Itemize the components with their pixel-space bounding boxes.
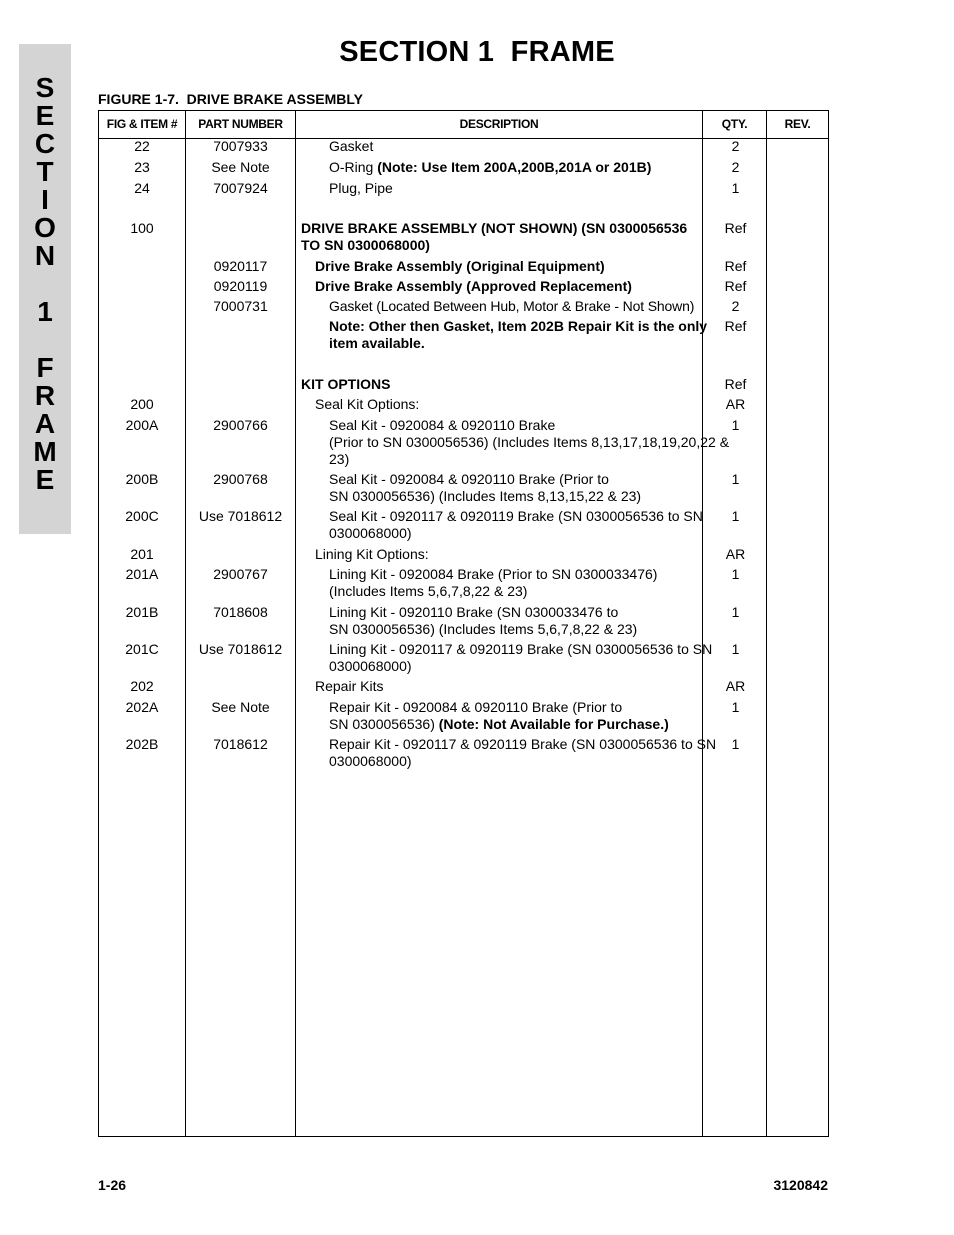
description xyxy=(301,298,731,315)
item-number: 202 xyxy=(130,678,154,694)
description xyxy=(301,278,717,295)
description-text: Drive Brake Assembly (Original Equipment) xyxy=(315,258,605,274)
quantity: 1 xyxy=(731,566,740,582)
description-text: Gasket xyxy=(329,138,374,154)
part-number: 7018608 xyxy=(213,604,268,620)
description xyxy=(301,508,731,542)
item-number: 201C xyxy=(125,641,159,657)
item-number: 200A xyxy=(125,417,159,433)
description xyxy=(301,566,731,600)
side-tab-letter: S xyxy=(35,72,55,103)
item-number: 201 xyxy=(130,546,154,562)
side-tab-letter: A xyxy=(34,408,56,439)
description-text: Repair Kit - 0920117 & 0920119 Brake (SN 0300056536 to SN 0300068000) xyxy=(329,736,717,769)
description xyxy=(301,220,703,254)
side-tab-letter: N xyxy=(34,240,56,271)
column-divider xyxy=(295,111,296,1136)
item-number: 201A xyxy=(125,566,159,582)
item-number: 201B xyxy=(125,604,159,620)
description xyxy=(301,604,731,638)
description xyxy=(301,376,703,393)
quantity: 2 xyxy=(731,298,740,314)
description-text: Lining Kit - 0920117 & 0920119 Brake (SN 0300056536 to SN 0300068000) xyxy=(329,641,713,674)
page-number: 1-26 xyxy=(98,1177,127,1193)
description-text: Gasket (Located Between Hub, Motor & Brake - Not Shown) xyxy=(329,298,695,314)
side-tab-letter: M xyxy=(33,436,57,467)
quantity: 1 xyxy=(731,604,740,620)
description-text: KIT OPTIONS xyxy=(301,376,391,392)
description xyxy=(301,318,731,352)
part-number: Use 7018612 xyxy=(198,641,283,657)
description xyxy=(301,641,731,675)
quantity: AR xyxy=(725,396,746,412)
quantity: Ref xyxy=(724,318,747,334)
description-text: Lining Kit - 0920110 Brake (SN 0300033476 to SN 0300056536) (Includes Items 5,6,7,8,22 & 23) xyxy=(329,604,638,637)
quantity: 1 xyxy=(731,180,740,196)
side-tab-letters xyxy=(19,74,71,494)
document-number: 3120842 xyxy=(773,1177,828,1193)
part-number: 0920117 xyxy=(213,258,268,274)
part-number: 2900767 xyxy=(213,566,268,582)
item-number: 200B xyxy=(125,471,159,487)
description-text: Lining Kit - 0920084 Brake (Prior to SN 0300033476) (Includes Items 5,6,7,8,22 & 23) xyxy=(329,566,658,599)
item-number: 100 xyxy=(130,220,154,236)
side-tab-letter xyxy=(19,326,71,354)
quantity: 2 xyxy=(731,159,740,175)
item-number: 23 xyxy=(134,159,150,175)
description xyxy=(301,396,717,413)
part-number: See Note xyxy=(211,159,270,175)
description-text: Lining Kit Options: xyxy=(315,546,429,562)
item-number: 200 xyxy=(130,396,154,412)
description xyxy=(301,678,717,695)
quantity: Ref xyxy=(724,220,747,236)
description-text: Seal Kit Options: xyxy=(315,396,420,412)
part-number: 7007924 xyxy=(213,180,268,196)
part-number: 7000731 xyxy=(213,298,268,314)
side-tab-letter: 1 xyxy=(37,296,53,327)
description xyxy=(301,699,731,733)
side-tab-letter: T xyxy=(36,156,54,187)
side-tab-letter: O xyxy=(34,212,56,243)
quantity: 1 xyxy=(731,736,740,752)
description xyxy=(301,471,731,505)
quantity: Ref xyxy=(724,278,747,294)
side-tab-letter: E xyxy=(35,100,55,131)
description-note: (Note: Not Available for Purchase.) xyxy=(438,716,669,732)
quantity: 1 xyxy=(731,699,740,715)
description-text: Seal Kit - 0920117 & 0920119 Brake (SN 0300056536 to SN 0300068000) xyxy=(329,508,703,541)
item-number: 200C xyxy=(125,508,159,524)
part-number: 0920119 xyxy=(213,278,268,294)
quantity: Ref xyxy=(724,376,747,392)
description-text: Seal Kit - 0920084 & 0920110 Brake (Prior to SN 0300056536) (Includes Items 8,13,17,18,19,20,22 & 23) xyxy=(329,417,730,467)
item-number: 202A xyxy=(125,699,159,715)
quantity: 1 xyxy=(731,641,740,657)
description xyxy=(301,546,717,563)
description-text: Seal Kit - 0920084 & 0920110 Brake (Prior to SN 0300056536) (Includes Items 8,13,15,22 & 23) xyxy=(329,471,642,504)
quantity: AR xyxy=(725,678,746,694)
item-number: 22 xyxy=(134,138,150,154)
page-title: SECTION 1 FRAME xyxy=(339,36,615,68)
quantity: AR xyxy=(725,546,746,562)
part-number: Use 7018612 xyxy=(198,508,283,524)
quantity: 1 xyxy=(731,471,740,487)
description-text: Repair Kits xyxy=(315,678,384,694)
quantity: 1 xyxy=(731,508,740,524)
section-side-tab xyxy=(19,44,71,534)
quantity: Ref xyxy=(724,258,747,274)
description-text: Repair Kit - 0920084 & 0920110 Brake (Prior to SN 0300056536) xyxy=(329,699,623,732)
quantity: 1 xyxy=(731,417,740,433)
item-number: 24 xyxy=(134,180,150,196)
description-text: Note: Other then Gasket, Item 202B Repair Kit is the only item available. xyxy=(329,318,708,351)
side-tab-letter xyxy=(19,270,71,298)
quantity: 2 xyxy=(731,138,740,154)
header-part-number: PART NUMBER xyxy=(198,117,283,131)
part-number: 2900768 xyxy=(213,471,268,487)
description xyxy=(301,159,731,176)
description xyxy=(301,138,731,155)
description xyxy=(301,736,731,770)
header-item: FIG & ITEM # xyxy=(106,117,178,131)
item-number: 202B xyxy=(125,736,159,752)
part-number: See Note xyxy=(211,699,270,715)
description xyxy=(301,417,731,468)
header-qty: QTY. xyxy=(721,117,748,131)
description-text: Drive Brake Assembly (Approved Replacement) xyxy=(315,278,632,294)
side-tab-letter: C xyxy=(34,128,56,159)
part-number: 7018612 xyxy=(213,736,268,752)
description-text: DRIVE BRAKE ASSEMBLY (NOT SHOWN) (SN 0300056536 TO SN 0300068000) xyxy=(301,220,688,253)
parts-table xyxy=(98,110,829,1137)
description xyxy=(301,258,717,275)
figure-title: FIGURE 1-7. DRIVE BRAKE ASSEMBLY xyxy=(98,91,364,107)
description-note: (Note: Use Item 200A,200B,201A or 201B) xyxy=(377,159,652,175)
part-number: 7007933 xyxy=(213,138,268,154)
description-text: Plug, Pipe xyxy=(329,180,393,196)
description xyxy=(301,180,731,197)
side-tab-letter: I xyxy=(41,184,49,215)
side-tab-letter: R xyxy=(34,380,56,411)
part-number: 2900766 xyxy=(213,417,268,433)
header-rev: REV. xyxy=(784,117,811,131)
side-tab-letter: F xyxy=(36,352,54,383)
header-description: DESCRIPTION xyxy=(459,117,539,131)
side-tab-letter: E xyxy=(35,464,55,495)
description-text: O-Ring xyxy=(329,159,378,175)
